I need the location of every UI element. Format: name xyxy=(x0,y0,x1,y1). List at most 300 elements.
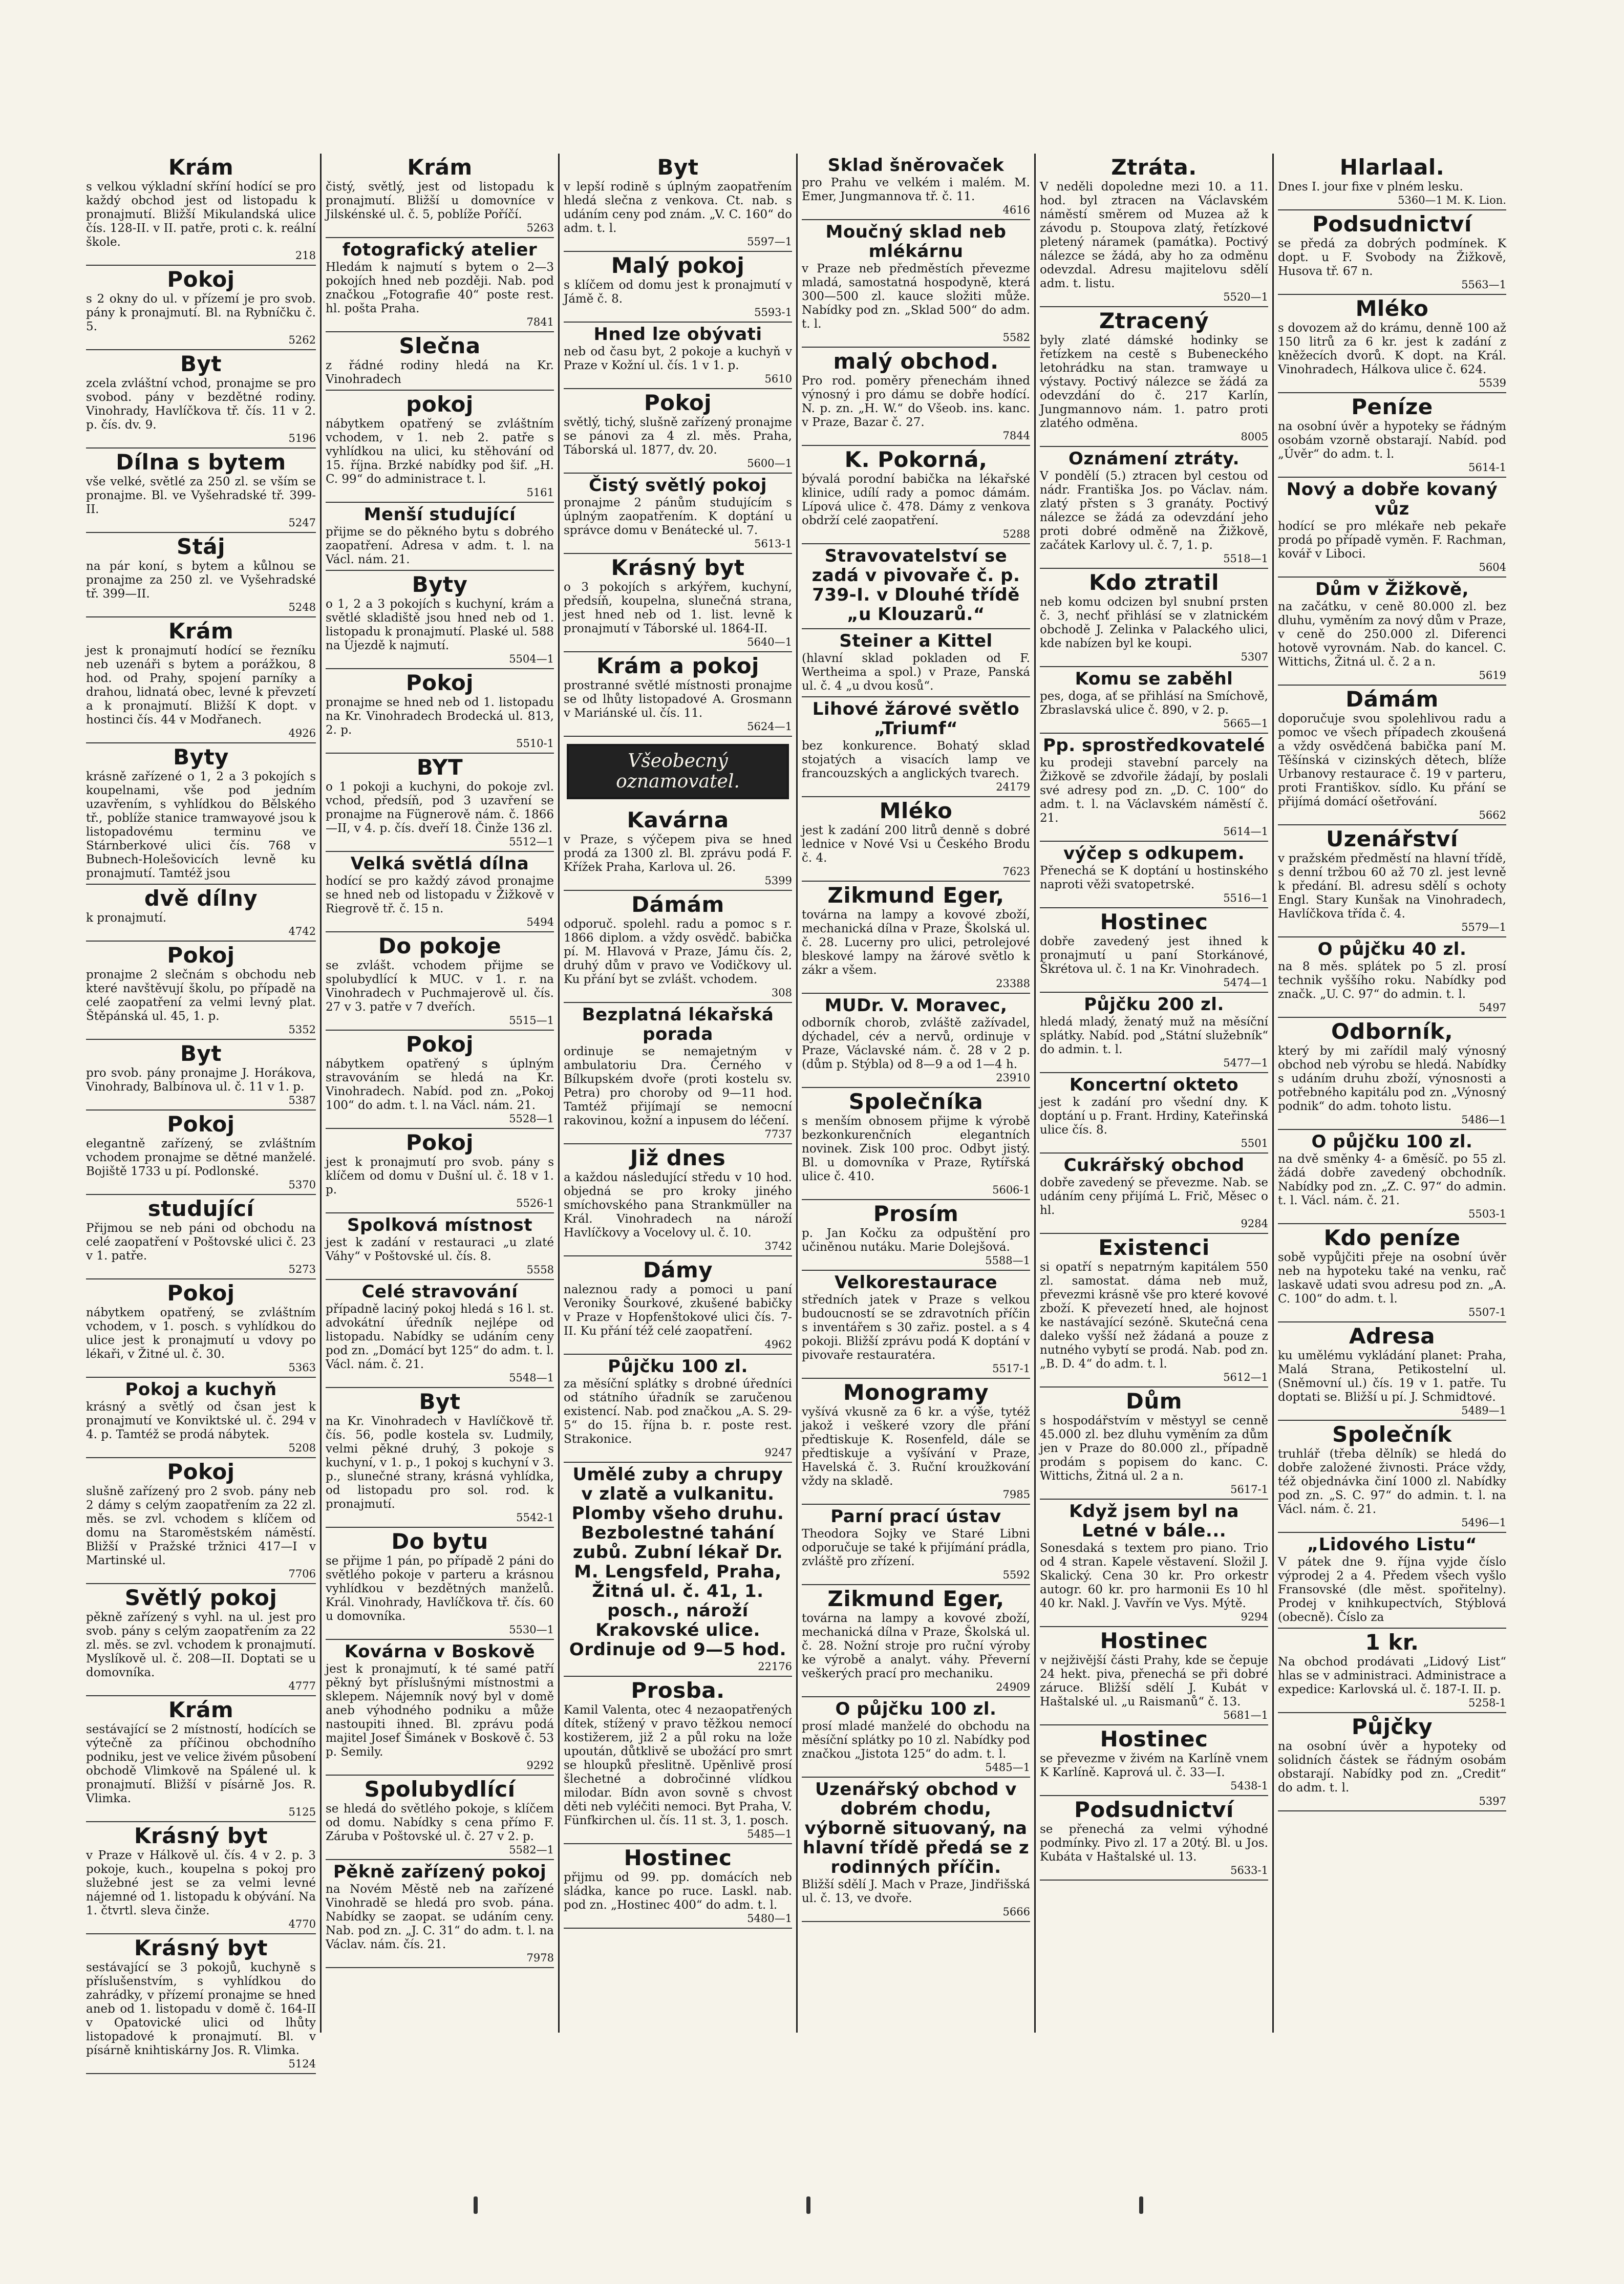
ad-number: 9292 xyxy=(526,1759,554,1771)
classified-ad xyxy=(86,1822,316,1934)
ad-heading: Velkorestaurace xyxy=(834,1272,998,1293)
ad-number: 5558 xyxy=(526,1264,554,1276)
ad-text: s klíčem od domu jest k pronajmutí v Jámě č. 8. xyxy=(564,279,792,306)
ad-text: Sonesdaká s textem pro piano. Trio od 4 stran. Kapele věstavení. Složil J. Skalický. Cena 30 kr. Pro orkestr autogr. 60 kr. pro harmonii Es 10 hl 40 kr. Nakl. J. Vavřín ve Vys. Mýtě. xyxy=(1040,1542,1268,1610)
ad-text: pro Prahu ve velkém i malém. M. Emer, Jungmannova tř. č. 11. xyxy=(802,176,1030,203)
ad-number: 5387 xyxy=(288,1094,316,1106)
classified-ad xyxy=(564,806,792,891)
ad-heading: Hostinec xyxy=(1100,1726,1208,1752)
classified-ad xyxy=(326,1860,554,1968)
ad-text: neb komu odcizen byl snubní prsten č. 3, nechť přihlásí se v zlatnickém obchodě J. Zelinka v Palackého ulici, kde nabízen byl ke koupi. xyxy=(1040,595,1268,650)
ad-text: se přijme 1 pán, po případě 2 páni do světlého pokoje v parteru a krásnou vyhlídkou v bezdětných manželů. Král. Vinohrady, Havlíčkova tř. čís. 60 u domovníka. xyxy=(326,1554,554,1623)
ad-text: se přenechá za velmi výhodné podmínky. Pivo zl. 17 a 20tý. Bl. u Jos. Kubáta v Haštalské ul. 13. xyxy=(1040,1823,1268,1864)
ad-number: 5614—1 xyxy=(1223,825,1268,838)
ad-text: o 3 pokojích s arkýřem, kuchyní, předsíň, koupelna, slunečná strana, jest hned neb od 1. list. levně k pronajmutí v Táborské ul. 1864-II. xyxy=(564,581,792,635)
ad-heading: Byt xyxy=(657,155,699,180)
ad-number: 9294 xyxy=(1241,1611,1268,1623)
ad-text: na začátku, v ceně 80.000 zl. bez dluhu, vyměním za nový dům v Praze, v ceně do 250.000 zl. Diferenci hotově vyrovnám. Nab. do kancel. C. Wittichs, Žitná ul. č. 2 a n. xyxy=(1278,600,1506,669)
ad-heading: Světlý pokoj xyxy=(124,1585,277,1610)
classified-ad xyxy=(1278,1322,1506,1421)
ad-text: továrna na lampy a kovové zboží, mechanická dílna v Praze, Školská ul. č. 28. Lucerny pro ulici, petrolejové bleskové lampy na žárové světlo k zákr a všem. xyxy=(802,908,1030,977)
column-3 xyxy=(558,154,796,2033)
ad-number: 3742 xyxy=(764,1240,792,1252)
ad-number: 5600—1 xyxy=(747,457,792,469)
classified-ad xyxy=(802,629,1030,697)
ad-number: 5247 xyxy=(288,517,316,529)
ad-text: vyšívá vkusně za 6 kr. a výše, tytéž jakož i veškeré vzory dle přání předtiskuje K. Rosenfeld, dále se předtiskuje a vyšívání v Praze, Havelská č. 3. Ruční kroužkování vždy na skladě. xyxy=(802,1405,1030,1488)
classified-ad xyxy=(1040,667,1268,734)
classified-ad xyxy=(1040,1500,1268,1627)
ad-number: 9247 xyxy=(764,1446,792,1459)
ad-number: 4616 xyxy=(1002,204,1030,216)
ad-text: v Praze neb předměstích převezme mladá, samostatná hospodyně, která 300—500 zl. kauce složiti může. Nabídky pod zn. „Sklad 500“ do adm. t. l. xyxy=(802,262,1030,331)
ad-heading: Pokoj xyxy=(167,267,235,292)
ad-heading: Adresa xyxy=(1349,1324,1436,1349)
classified-ad xyxy=(1278,210,1506,295)
ad-heading: Hostinec xyxy=(624,1845,732,1870)
ad-heading: Existenci xyxy=(1098,1235,1210,1260)
classified-ad xyxy=(802,697,1030,797)
ad-number: 5397 xyxy=(1479,1795,1506,1807)
ad-heading: Dámám xyxy=(1345,687,1439,712)
classified-ad xyxy=(1278,937,1506,1018)
ad-number: 5248 xyxy=(288,601,316,613)
ad-number: 4962 xyxy=(764,1338,792,1351)
ad-text: na dvě směnky 4- a 6měsíč. po 55 zl. žádá dobře zavedený obchodník. Nabídky pod zn. „Z. C. 97“ do admin. t. l. Václ. nám. č. 21. xyxy=(1278,1152,1506,1207)
ad-heading: Byty xyxy=(412,572,468,597)
ad-heading: Když jsem byl na Letné v bále... xyxy=(1069,1501,1239,1541)
ad-text: Kamil Valenta, otec 4 nezaopatřených dítek, stížený v pravo těžkou nemocí kostižerem, již 2 a půl roku na lože upoután, důtklivě se ubožácí pro smrt se hloupků přeslitně. Upěnlivě prosí šlechetné a dobročinné vlídkou milodar. Bídn avon sovně s chvost děti neb vyléčiti nemoci. Byt Praha, V. Fünfkirchen ul. čís. 11 st. 3, 1. posch. xyxy=(564,1703,792,1827)
ad-text: továrna na lampy a kovové zboží, mechanická dílna v Praze, Školská ul. č. 28. Nožní stroje pro ruční výroby ke výrobě a analyt. váhy. Převerní veškerých prací pro mechaniku. xyxy=(802,1612,1030,1680)
ad-heading: Dámám xyxy=(631,892,724,917)
ad-number: 23910 xyxy=(996,1072,1030,1084)
ad-text: v Praze, s výčepem piva se hned prodá za 1300 zl. Bl. zprávu podá F. Křížek Praha, Karlova ul. 26. xyxy=(564,833,792,874)
classified-ad xyxy=(1040,1388,1268,1500)
ad-number: 5486—1 xyxy=(1461,1114,1506,1126)
ad-text: Dnes I. jour fixe v plném lesku. xyxy=(1278,180,1463,194)
classified-columns xyxy=(82,154,1510,2070)
ad-heading: K. Pokorná, xyxy=(844,447,988,472)
classified-ad xyxy=(326,932,554,1031)
classified-ad xyxy=(326,1528,554,1640)
ad-number: 5640—1 xyxy=(747,636,792,648)
ad-text: slušně zařízený pro 2 svob. pány neb 2 dámy s celým zaopatřením za 22 zl. měs. se zvl. vchodem s klíčem od domu na Staroměstském náměstí. Bližší v Pražské tržnici 417—I v Martinské ul. xyxy=(86,1485,316,1567)
ad-heading: Byt xyxy=(419,1389,461,1414)
classified-ad xyxy=(1040,1073,1268,1154)
ad-heading: Uzenářství xyxy=(1326,826,1458,851)
ad-text: s hospodářstvím v městyyl se cenně 45.000 zl. bez dluhu vyměním za dům jen v Praze do 80.000 zl., případně prodám s popisem do kanc. C. Wittichs, Žitná ul. 2 a n. xyxy=(1040,1414,1268,1483)
banner-line: oznamovatel. xyxy=(616,771,740,792)
ad-text: sestávající se 3 pokojů, kuchyně s příslušenstvím, s vyhlídkou do zahrádky, v přízemí pronajme se hned aneb od 1. listopadu v domě č. 164-II v Opatovické ulici od lhůty listopadové k pronajmutí. Bl. v písárně knihtiskárny Jos. R. Vlimka. xyxy=(86,1961,316,2057)
ad-text: v Praze v Hálkově ul. čís. 4 v 2. p. 3 pokoje, kuch., koupelna s pokoj pro služebné jest se za velmi levné nájemné od 1. listopadu k obývání. Na 1. čtvrtl. sleva činže. xyxy=(86,1849,316,1917)
ad-heading: Pokoj xyxy=(167,1112,235,1137)
ad-heading: Sklad šněrovaček xyxy=(827,155,1005,176)
ad-text: o 1, 2 a 3 pokojích s kuchyní, krám a světlé skladiště jsou hned neb od 1. listopadu k pronajmutí. Plaské ul. 588 na Újezdě k najmutí. xyxy=(326,597,554,652)
ad-number: 5579—1 xyxy=(1461,921,1506,933)
ad-heading: Menší studující xyxy=(364,504,516,525)
ad-text: Přijmou se neb páni od obchodu na celé zaopatření v Poštovské ulici č. 23 v 1. patře. xyxy=(86,1222,316,1263)
ad-text: v lepší rodině s úplným zaopatřením hledá slečna z venkova. Ct. nab. s udáním ceny pod znám. „V. C. 160“ do adm. t. l. xyxy=(564,180,792,235)
classified-ad xyxy=(86,266,316,350)
ad-number: 5588—1 xyxy=(985,1254,1030,1267)
classified-ad xyxy=(326,852,554,932)
ad-heading: 1 kr. xyxy=(1365,1630,1419,1655)
ad-number: 5619 xyxy=(1479,669,1506,681)
ad-heading: Monogramy xyxy=(843,1380,989,1405)
ad-text: naleznou rady a pomoci u paní Veroniky Šourkové, zkušené babičky v Praze v Hopfenštokové ulici čís. 7-II. Ku přání též celé zaopatření. xyxy=(564,1283,792,1338)
ad-number: 5614-1 xyxy=(1468,461,1506,474)
ad-number: 5528—1 xyxy=(509,1113,554,1125)
ad-text: pronajme se hned neb od 1. listopadu na Kr. Vinohradech Brodecká ul. 813, 2. p. xyxy=(326,696,554,737)
classified-ad xyxy=(1040,1796,1268,1881)
ad-heading: Peníze xyxy=(1351,394,1433,419)
classified-ad xyxy=(86,154,316,266)
ad-number: 5124 xyxy=(288,2058,316,2070)
ad-number: 5515—1 xyxy=(509,1014,554,1027)
ad-text: středních jatek v Praze s velkou budoucností se se zdravotních příčin s inventářem s 30 zařiz. postel. a s 4 pokoji. Bližší zprávu podá K doptání v pivovaře restauratéra. xyxy=(802,1293,1030,1362)
ad-heading: Zikmund Eger, xyxy=(827,883,1005,908)
ad-heading: Dámy xyxy=(643,1257,713,1283)
ad-heading: Parní prací ústav xyxy=(830,1506,1001,1527)
classified-ad xyxy=(564,1677,792,1844)
ad-text: elegantně zařízený, se zvláštním vchodem pronajme se dětné manželé. Bojiště 1733 u pí. Podlonské. xyxy=(86,1137,316,1178)
ad-text: neb od času byt, 2 pokoje a kuchyň v Praze v Kožní ul. čís. 1 v 1. p. xyxy=(564,345,792,372)
ad-text: krásný a světlý od čsan jest k pronajmutí ve Konviktské ul. č. 294 v 4. p. Tamtéž se prodá nábytek. xyxy=(86,1400,316,1441)
classified-ad xyxy=(564,252,792,323)
ad-heading: Společník xyxy=(1332,1422,1452,1447)
ad-number: 5606-1 xyxy=(992,1184,1030,1196)
ad-text: o 1 pokoji a kuchyni, do pokoje zvl. vchod, předsíň, pod 3 uzavření se pronajme na Fügnerově nám. č. 1866—II, v 4. p. čís. dveří 18. Činže 136 zl. xyxy=(326,780,554,835)
column-2 xyxy=(320,154,558,2033)
ad-text: jest k zadání 200 litrů denně s dobré lednice v Nové Vsi u Českého Brodu č. 4. xyxy=(802,824,1030,865)
ad-text: bez konkurence. Bohatý sklad stojatých a visacích lamp ve francouzských a anglických tvarech. xyxy=(802,739,1030,780)
classified-ad xyxy=(86,1696,316,1822)
ad-number: 5530—1 xyxy=(509,1624,554,1636)
ad-heading: Spolková místnost xyxy=(347,1215,532,1235)
classified-ad xyxy=(564,1844,792,1929)
ad-text: Na obchod prodávati „Lidový List“ hlas se v administraci. Administrace a expedice: Karlovská ul. č. 187-I. II. p. xyxy=(1278,1655,1506,1696)
classified-ad xyxy=(1040,1627,1268,1725)
ad-number: 5582 xyxy=(1002,331,1030,344)
ad-number: 4777 xyxy=(288,1680,316,1692)
ad-heading: O půjčku 40 zl. xyxy=(1317,939,1467,959)
ad-text: jest k pronajmutí hodící se řezníku neb uzenáři s bytem a porážkou, 8 hod. od Prahy, spojení parníky a drahou, lidnatá obec, levné k převzetí a k pronajmutí. Bližší K dopt. v hostinci čís. 44 v Modřanech. xyxy=(86,644,316,727)
ad-heading: Odborník, xyxy=(1331,1019,1454,1044)
ad-heading: Pokoj xyxy=(405,670,474,695)
ad-heading: „Lidového Listu“ xyxy=(1307,1534,1478,1555)
classified-ad xyxy=(1278,1533,1506,1629)
ad-heading: Prosím xyxy=(873,1201,959,1226)
ad-number: 5592 xyxy=(1002,1569,1030,1581)
ad-number: 7841 xyxy=(526,316,554,328)
ad-text: přijmu od 99. pp. domácích neb sládka, kance po ruce. Laskl. nab. pod zn. „Hostinec 400“ do adm. t. l. xyxy=(564,1871,792,1912)
ad-text: který by mi zařídil malý výnosný obchod neb výrobu se hledá. Nabídky s udáním druhu zboží, výnosnosti a potřebného kapitálu pod zn. „Výnosný podnik“ do adm. tohoto listu. xyxy=(1278,1044,1506,1113)
classified-ad xyxy=(1040,154,1268,307)
classified-ad xyxy=(86,1195,316,1279)
ad-number: 5161 xyxy=(526,486,554,499)
page-mark xyxy=(1139,2196,1143,2214)
classified-ad xyxy=(86,617,316,743)
ad-number: 5518—1 xyxy=(1223,552,1268,565)
ad-heading: Zikmund Eger, xyxy=(827,1586,1005,1611)
ad-number: 5258-1 xyxy=(1468,1697,1506,1709)
classified-ad xyxy=(1278,1018,1506,1130)
ad-heading: Velká světlá dílna xyxy=(350,853,529,874)
classified-ad xyxy=(564,1355,792,1463)
classified-ad xyxy=(86,449,316,533)
classified-ad xyxy=(326,1213,554,1280)
ad-number: 5497 xyxy=(1479,1001,1506,1014)
ad-text: (hlavní sklad pokladen od F. Wertheima a spol.) v Praze, Panská ul. č. 4 „u dvou kosů“. xyxy=(802,652,1030,693)
column-1 xyxy=(82,154,320,2070)
classified-ad xyxy=(1278,295,1506,393)
ad-number: 5307 xyxy=(1241,651,1268,663)
ad-text: dobře zavedený se převezme. Nab. se udáním ceny přijímá L. Frič, Měsec o hl. xyxy=(1040,1176,1268,1217)
ad-text: prostranné světlé místnosti pronajme se od lhůty listopadové A. Grosmann v Mariánské ul. čís. 11. xyxy=(564,679,792,720)
classified-ad xyxy=(1040,307,1268,447)
classified-ad xyxy=(1278,154,1506,210)
ad-text: sobě vypůjčiti přeje na osobní úvěr neb na hypoteku také na venku, rač laskavě udati svou adresu pod zn. „A. C. 100“ do adm. t. l. xyxy=(1278,1251,1506,1306)
ad-text: se zvlášt. vchodem přijme se spolubydlící k MUC. v 1. r. na Vinohradech v Puchmajerově ul. čís. 27 v 3. patře v 7 dveřích. xyxy=(326,959,554,1014)
ad-text: k pronajmutí. xyxy=(86,911,167,925)
ad-text: odborník chorob, zvláště zažívadel, dýchadel, cév a nervů, ordinuje v Praze, Václavské nám. č. 28 v 2 p. (dům p. Stýbla) od 8—9 a od 1—4 h. xyxy=(802,1016,1030,1071)
ad-heading: Hlarlaal. xyxy=(1339,155,1445,180)
ad-text: pronajme 2 pánům studujícím s úplným zaopatřením. K doptání u správce domu v Benátecké ul. 7. xyxy=(564,496,792,537)
ad-number: 5624—1 xyxy=(747,720,792,733)
ad-number: 5494 xyxy=(526,916,554,928)
ad-text: si opatří s nepatrným kapitálem 550 zl. samostat. dáma neb muž, převezmi krásně vše pro které kovové zboží. K převezetí hned, ale hojnost ke nastávající sezóně. Skutečná cena daleko vyšší než žádaná a pouze z nutného vybytí se prodá. Nab. pod zn. „B. D. 4“ do adm. t. l. xyxy=(1040,1261,1268,1371)
ad-text: za měsíční splátky s drobné úředníci od státního úřadník se zaručenou existencí. Nab. pod značkou „A. S. 29-5“ do 15. října b. r. poste rest. Strakonice. xyxy=(564,1377,792,1446)
ad-heading: Mléko xyxy=(1355,296,1429,321)
ad-text: p. Jan Kočku za odpuštění pro učiněnou nutáku. Marie Dolejšová. xyxy=(802,1227,1030,1254)
ad-text: truhlář (třeba dělník) se hledá do dobře založené živnosti. Práce vždy, též objednávka činí 1000 zl. Nabídky pod zn. „S. C. 97“ do admin. t. l. na Václ. nám. č. 21. xyxy=(1278,1447,1506,1516)
ad-heading: Kavárna xyxy=(627,807,729,833)
ad-number: 5501 xyxy=(1241,1137,1268,1149)
ad-heading: Krásný byt xyxy=(134,1935,268,1960)
ad-heading: Půjčky xyxy=(1351,1714,1433,1739)
ad-text: nábytkem opatřený s úplným stravováním se hledá na Kr. Vinohradech. Nabíd. pod zn. „Pokoj 100“ do adm. t. l. na Václ. nám. 21. xyxy=(326,1057,554,1112)
ad-number: 5612—1 xyxy=(1223,1371,1268,1383)
ad-number: 5262 xyxy=(288,334,316,346)
ad-heading: Cukrářský obchod xyxy=(1063,1155,1245,1176)
ad-heading: Kdo peníze xyxy=(1323,1225,1461,1250)
ad-text: se předá za dobrých podmínek. K dopt. u F. Svobody na Žižkově, Husova tř. 67 n. xyxy=(1278,237,1506,278)
ad-number: 5681—1 xyxy=(1223,1709,1268,1721)
classified-ad xyxy=(802,1585,1030,1697)
ad-text: krásně zařízené o 1, 2 a 3 pokojích s koupelnami, vše pod jedním uzavřením, s vyhlídkou do Bělského tř., poblíže stanice tramwayové jsou k listopadovému terminu ve Stárnberkové ulici čís. 768 v Bubnech-Holešovicích levně ku pronajmutí. Tamtéž jsou xyxy=(86,770,316,880)
ad-text: Bližší sdělí J. Mach v Praze, Jindřišská ul. č. 13, ve dvoře. xyxy=(802,1878,1030,1905)
classified-ad xyxy=(802,1271,1030,1379)
classified-ad xyxy=(1278,393,1506,478)
ad-text: s 2 okny do ul. v přízemí je pro svob. pány k pronajmutí. Bl. na Rybníčku č. 5. xyxy=(86,292,316,333)
ad-number: 7978 xyxy=(526,1952,554,1964)
ad-heading: Koncertní okteto xyxy=(1069,1075,1239,1095)
ad-number: 5474—1 xyxy=(1223,976,1268,989)
ad-heading: Malý pokoj xyxy=(611,253,745,278)
ad-number: 5504—1 xyxy=(509,653,554,665)
classified-ad xyxy=(326,1129,554,1213)
ad-number: 5489—1 xyxy=(1461,1404,1506,1417)
classified-ad xyxy=(86,1934,316,2074)
ad-heading: Podsudnictví xyxy=(1074,1797,1234,1822)
banner-line: Všeobecný xyxy=(628,751,728,772)
ad-text: hledá mladý, ženatý muž na měsíční splátky. Nabíd. pod „Státní služebník“ do admin. t. l. xyxy=(1040,1015,1268,1056)
classified-ad xyxy=(326,1280,554,1388)
ad-text: sestávající se 2 místností, hodících se výtečně za příčinou obchodního podniku, jest ve velice živém působení obchodě Vlimkově na Spálené ul. k pronajmutí. Bližší v písárně Jos. R. Vlimka. xyxy=(86,1723,316,1805)
ad-number: 4770 xyxy=(288,1918,316,1930)
classified-ad xyxy=(564,1463,792,1677)
ad-text: ordinuje se nemajetným v ambulatoriu Dra. Černého v Bílkupském dvoře (proti kostelu sv. Petra) pro choroby od 9—11 hod. Tamtéž přijímají se nemocní rakovinou, kožní a inpusem do léčení. xyxy=(564,1045,792,1127)
ad-heading: Kdo ztratil xyxy=(1088,570,1220,595)
ad-number: 5196 xyxy=(288,432,316,444)
ad-text: V pondělí (5.) ztracen byl cestou od nádr. Františka Jos. po Václav. nám. zlatý přsten s 3 granáty. Poctivý nálezce se žádá za odevzdání jeho proti dobré odměně na Žižkově, začátek Karlovy ul. č. 7, 1. p. xyxy=(1040,469,1268,552)
classified-ad xyxy=(564,474,792,554)
ad-heading: Pokoj xyxy=(167,1459,235,1484)
ad-number: 5360—1 M. K. Lion. xyxy=(1398,194,1506,206)
ad-heading: Dílna s bytem xyxy=(116,450,286,475)
classified-ad xyxy=(326,238,554,332)
ad-heading: Kovárna v Boskově xyxy=(344,1641,536,1662)
ad-heading: Krám xyxy=(407,155,473,180)
ad-text: a každou následující středu v 10 hod. objedná se pro kroky jiného smíchovského pana Strankmüller na Král. Vinohradech na nároží Havlíčkovy a Vocelovy ul. č. 10. xyxy=(564,1171,792,1240)
ad-number: 5273 xyxy=(288,1263,316,1275)
ad-number: 5548—1 xyxy=(509,1372,554,1384)
page-mark xyxy=(806,2196,810,2214)
ad-number: 5510-1 xyxy=(516,737,554,750)
classified-ad xyxy=(1278,825,1506,937)
ad-heading: O půjčku 100 zl. xyxy=(835,1699,997,1719)
ad-text: jest k pronajmutí, k té samé patří pěkný byt příslušnými místnostmi a sklepem. Nájemník nový byl v domě aneb výhodného podniku a může nastoupiti ihned. Bl. zprávu podá majitel Josef Šimánek v Boskově č. 53 p. Semily. xyxy=(326,1662,554,1759)
ad-heading: Pokoj xyxy=(405,1130,474,1155)
ad-number: 5633-1 xyxy=(1230,1864,1268,1876)
ad-heading: fotografický atelier xyxy=(342,240,538,260)
ad-number: 5480—1 xyxy=(747,1912,792,1925)
ad-text: na 8 měs. splátek po 5 zl. prosí technik vyššího roku. Nabídky pod značk. „U. C. 97“ do admin. t. l. xyxy=(1278,960,1506,1001)
ad-heading: Dům v Žižkově, xyxy=(1315,579,1469,600)
classified-ad xyxy=(326,669,554,754)
ad-heading: pokoj xyxy=(406,392,474,417)
ad-text: na Kr. Vinohradech v Havlíčkově tř. čís. 56, podle kostela sv. Ludmily, velmi pěkné druhý, 3 pokoje s kuchyní, v 1. p., 1 pokoj s kuchyní v 3. p., slunečné strany, krásná vyhlídka, od listopadu pro sol. rod. k pronajmutí. xyxy=(326,1415,554,1511)
column-4 xyxy=(796,154,1034,2033)
ad-heading: MUDr. V. Moravec, xyxy=(824,995,1008,1016)
ad-text: na osobní úvěr a hypoteky od solidních částek se řádným osobám obstarají. Nabídky pod zn. „Credit“ do adm. t. l. xyxy=(1278,1740,1506,1795)
classified-ad xyxy=(802,994,1030,1088)
ad-heading: Lihové žárové světlo „Triumf“ xyxy=(812,699,1020,739)
ad-text: nábytkem opatřený, se zvláštním vchodem, v 1. posch. s vyhlídkou do ulice jest k pronajmutí u vdovy po lékaři, v Žitné ul. č. 30. xyxy=(86,1306,316,1361)
ad-text: ku umělému vykládání planet: Praha, Malá Strana, Petikostelní ul. (Sněmovní ul.) čís. 19 v 1. patře. Tu doptati se. Bližší u pí. J. Schmidtové. xyxy=(1278,1349,1506,1404)
classified-ad xyxy=(564,652,792,737)
page-mark xyxy=(474,2196,478,2214)
ad-number: 5352 xyxy=(288,1023,316,1036)
ad-text: s menším obnosem přijme k výrobě bezkonkurenčních elegantních novinek. Zisk 100 proc. Odbyt jistý. Bl. u domovníka v Praze, Rytířská ulice č. 410. xyxy=(802,1115,1030,1183)
classified-ad xyxy=(802,220,1030,348)
ad-heading: malý obchod. xyxy=(833,349,999,374)
classified-ad xyxy=(564,891,792,1003)
classified-ad xyxy=(86,885,316,942)
classified-ad xyxy=(86,1111,316,1195)
ad-text: Pro rod. poměry přenechám ihned výnosný i pro dámu se dobře hodící. N. p. zn. „H. W.“ do Všeob. ins. kanc. v Praze, Bazar č. 27. xyxy=(802,374,1030,429)
classified-ad xyxy=(326,1640,554,1776)
ad-heading: Celé stravování xyxy=(361,1282,518,1302)
classified-ad xyxy=(1278,1130,1506,1224)
classified-ad xyxy=(564,1144,792,1256)
classified-ad xyxy=(86,350,316,449)
ad-number: 4926 xyxy=(288,727,316,739)
ad-text: pěkně zařízený s vyhl. na ul. jest pro svob. pány s celým zaopatřením za 22 zl. měs. se zvl. vchodem k pronajmutí. Myslíkově ul. č. 208—II. Doptati se u domovníka. xyxy=(86,1611,316,1679)
ad-text: ku prodeji stavební parcely na Žižkově se zdvořile žádají, by poslali své adresy pod zn. „D. C. 100“ do adm. t. l. na Václavském náměstí č. 21. xyxy=(1040,756,1268,825)
classified-ad xyxy=(564,1003,792,1144)
ad-text: světlý, tichý, slušně zařízený pronajme se pánovi za 4 zl. měs. Praha, Táborská ul. 1877, dv. 20. xyxy=(564,416,792,457)
ad-heading: Společníka xyxy=(848,1089,984,1114)
ad-heading: Stáj xyxy=(176,534,226,559)
ad-heading: Moučný sklad neb mlékárnu xyxy=(825,222,1007,262)
ad-heading: Steiner a Kittel xyxy=(839,631,993,651)
ad-text: odporuč. spolehl. radu a pomoc s r. 1866 diplom. a vždy osvědč. babička pí. M. Hlavová v Praze, Jámu čís. 2, druhý dům v pravo ve Vodičkovy ul. Ku přání byt se zvlášt. vchodem. xyxy=(564,917,792,986)
classified-ad xyxy=(802,1778,1030,1922)
classified-ad xyxy=(86,1279,316,1378)
classified-ad xyxy=(802,1379,1030,1505)
ad-text: zcela zvláštní vchod, pronajme se pro svobod. pány v bezdětné rodiny. Vinohrady, Havlíčkova tř. čís. 11 v 2. p. čís. dv. 9. xyxy=(86,377,316,432)
ad-heading: Pokoj xyxy=(167,1280,235,1306)
ad-number: 5516—1 xyxy=(1223,892,1268,904)
ad-number: 218 xyxy=(295,249,316,262)
ad-text: jest k pronajmutí pro svob. pány s klíčem od domu v Dušní ul. č. 18 v 1. p. xyxy=(326,1156,554,1197)
ad-number: 5539 xyxy=(1479,377,1506,389)
ad-number: 5542-1 xyxy=(516,1511,554,1524)
ad-heading: Byt xyxy=(180,351,222,376)
ad-number: 5610 xyxy=(764,373,792,385)
ad-text: případně laciný pokoj hledá s 16 l. st. advokátní úředník nejlépe od listopadu. Nabídky se udáním ceny pod zn. „Domácí byt 125“ do adm. t. l. Václ. nám. č. 21. xyxy=(326,1303,554,1371)
ad-heading: Oznámení ztráty. xyxy=(1069,449,1240,469)
ad-number: 308 xyxy=(771,987,792,999)
ad-heading: Hostinec xyxy=(1100,909,1208,934)
ad-heading: Krásný byt xyxy=(134,1823,268,1848)
ad-text: na Novém Městě neb na zařízené Vinohradě se hledá pro svob. pána. Nabídky se zaopat. se udáním ceny. Nab. pod zn. „J. C. 31“ do adm. t. l. na Václav. nám. čís. 21. xyxy=(326,1883,554,1951)
ad-number: 5503-1 xyxy=(1468,1208,1506,1220)
ad-number: 22176 xyxy=(758,1660,792,1673)
classified-ad xyxy=(802,1505,1030,1585)
ad-text: hodící se pro mlékaře neb pekaře prodá po případě vyměn. F. Rachman, kovář v Liboci. xyxy=(1278,520,1506,561)
ad-number: 5288 xyxy=(1002,528,1030,540)
column-6 xyxy=(1272,154,1510,2033)
ad-text: se převezme v živém na Karlíně vnem K Karlíně. Kaprová ul. č. 33—I. xyxy=(1040,1752,1268,1779)
classified-ad xyxy=(564,389,792,474)
ad-heading: Komu se zaběhl xyxy=(1075,669,1233,689)
ad-text: v nejživější části Prahy, kde se čepuje 24 hekt. piva, přenechá se při dobré záruce. Bližší sdělí J. Kubát v Haštalské ul. „u Raismanů“ č. 13. xyxy=(1040,1654,1268,1709)
ad-heading: Čistý světlý pokoj xyxy=(589,475,767,496)
ad-heading: Nový a dobře kovaný vůz xyxy=(1286,479,1498,519)
ad-number: 5399 xyxy=(764,874,792,887)
classified-ad xyxy=(802,797,1030,882)
classified-ad xyxy=(802,446,1030,544)
classified-ad xyxy=(802,1088,1030,1200)
classified-ad xyxy=(802,348,1030,446)
ad-heading: Do pokoje xyxy=(378,933,502,958)
ad-text: bývalá porodní babička na lékařské klinice, udílí rady a pomoc dámám. Lípová ulice č. 478. Dámy z venkova obdrží celé zaopatření. xyxy=(802,473,1030,527)
ad-number: 5496—1 xyxy=(1461,1517,1506,1529)
classified-ad xyxy=(1278,478,1506,578)
classified-ad xyxy=(86,1458,316,1584)
ad-number: 5517-1 xyxy=(992,1362,1030,1375)
ad-number: 5563—1 xyxy=(1461,279,1506,291)
classified-ad xyxy=(1278,1629,1506,1713)
ad-heading: Stravovatelství se zadá v pivovaře č. p. 739-I. v Dlouhé třídě „u Klouzarů.“ xyxy=(811,546,1020,625)
classified-ad xyxy=(326,1031,554,1129)
ad-text: s dovozem až do krámu, denně 100 až 150 litrů za 6 kr. jest k zadání z kněžecích dvorů. K dopt. na Král. Vinohradech, Hálkova ulice č. 624. xyxy=(1278,322,1506,376)
ad-heading: Krám xyxy=(168,618,234,644)
ad-heading: Pokoj xyxy=(405,1032,474,1057)
classified-ad xyxy=(326,154,554,238)
